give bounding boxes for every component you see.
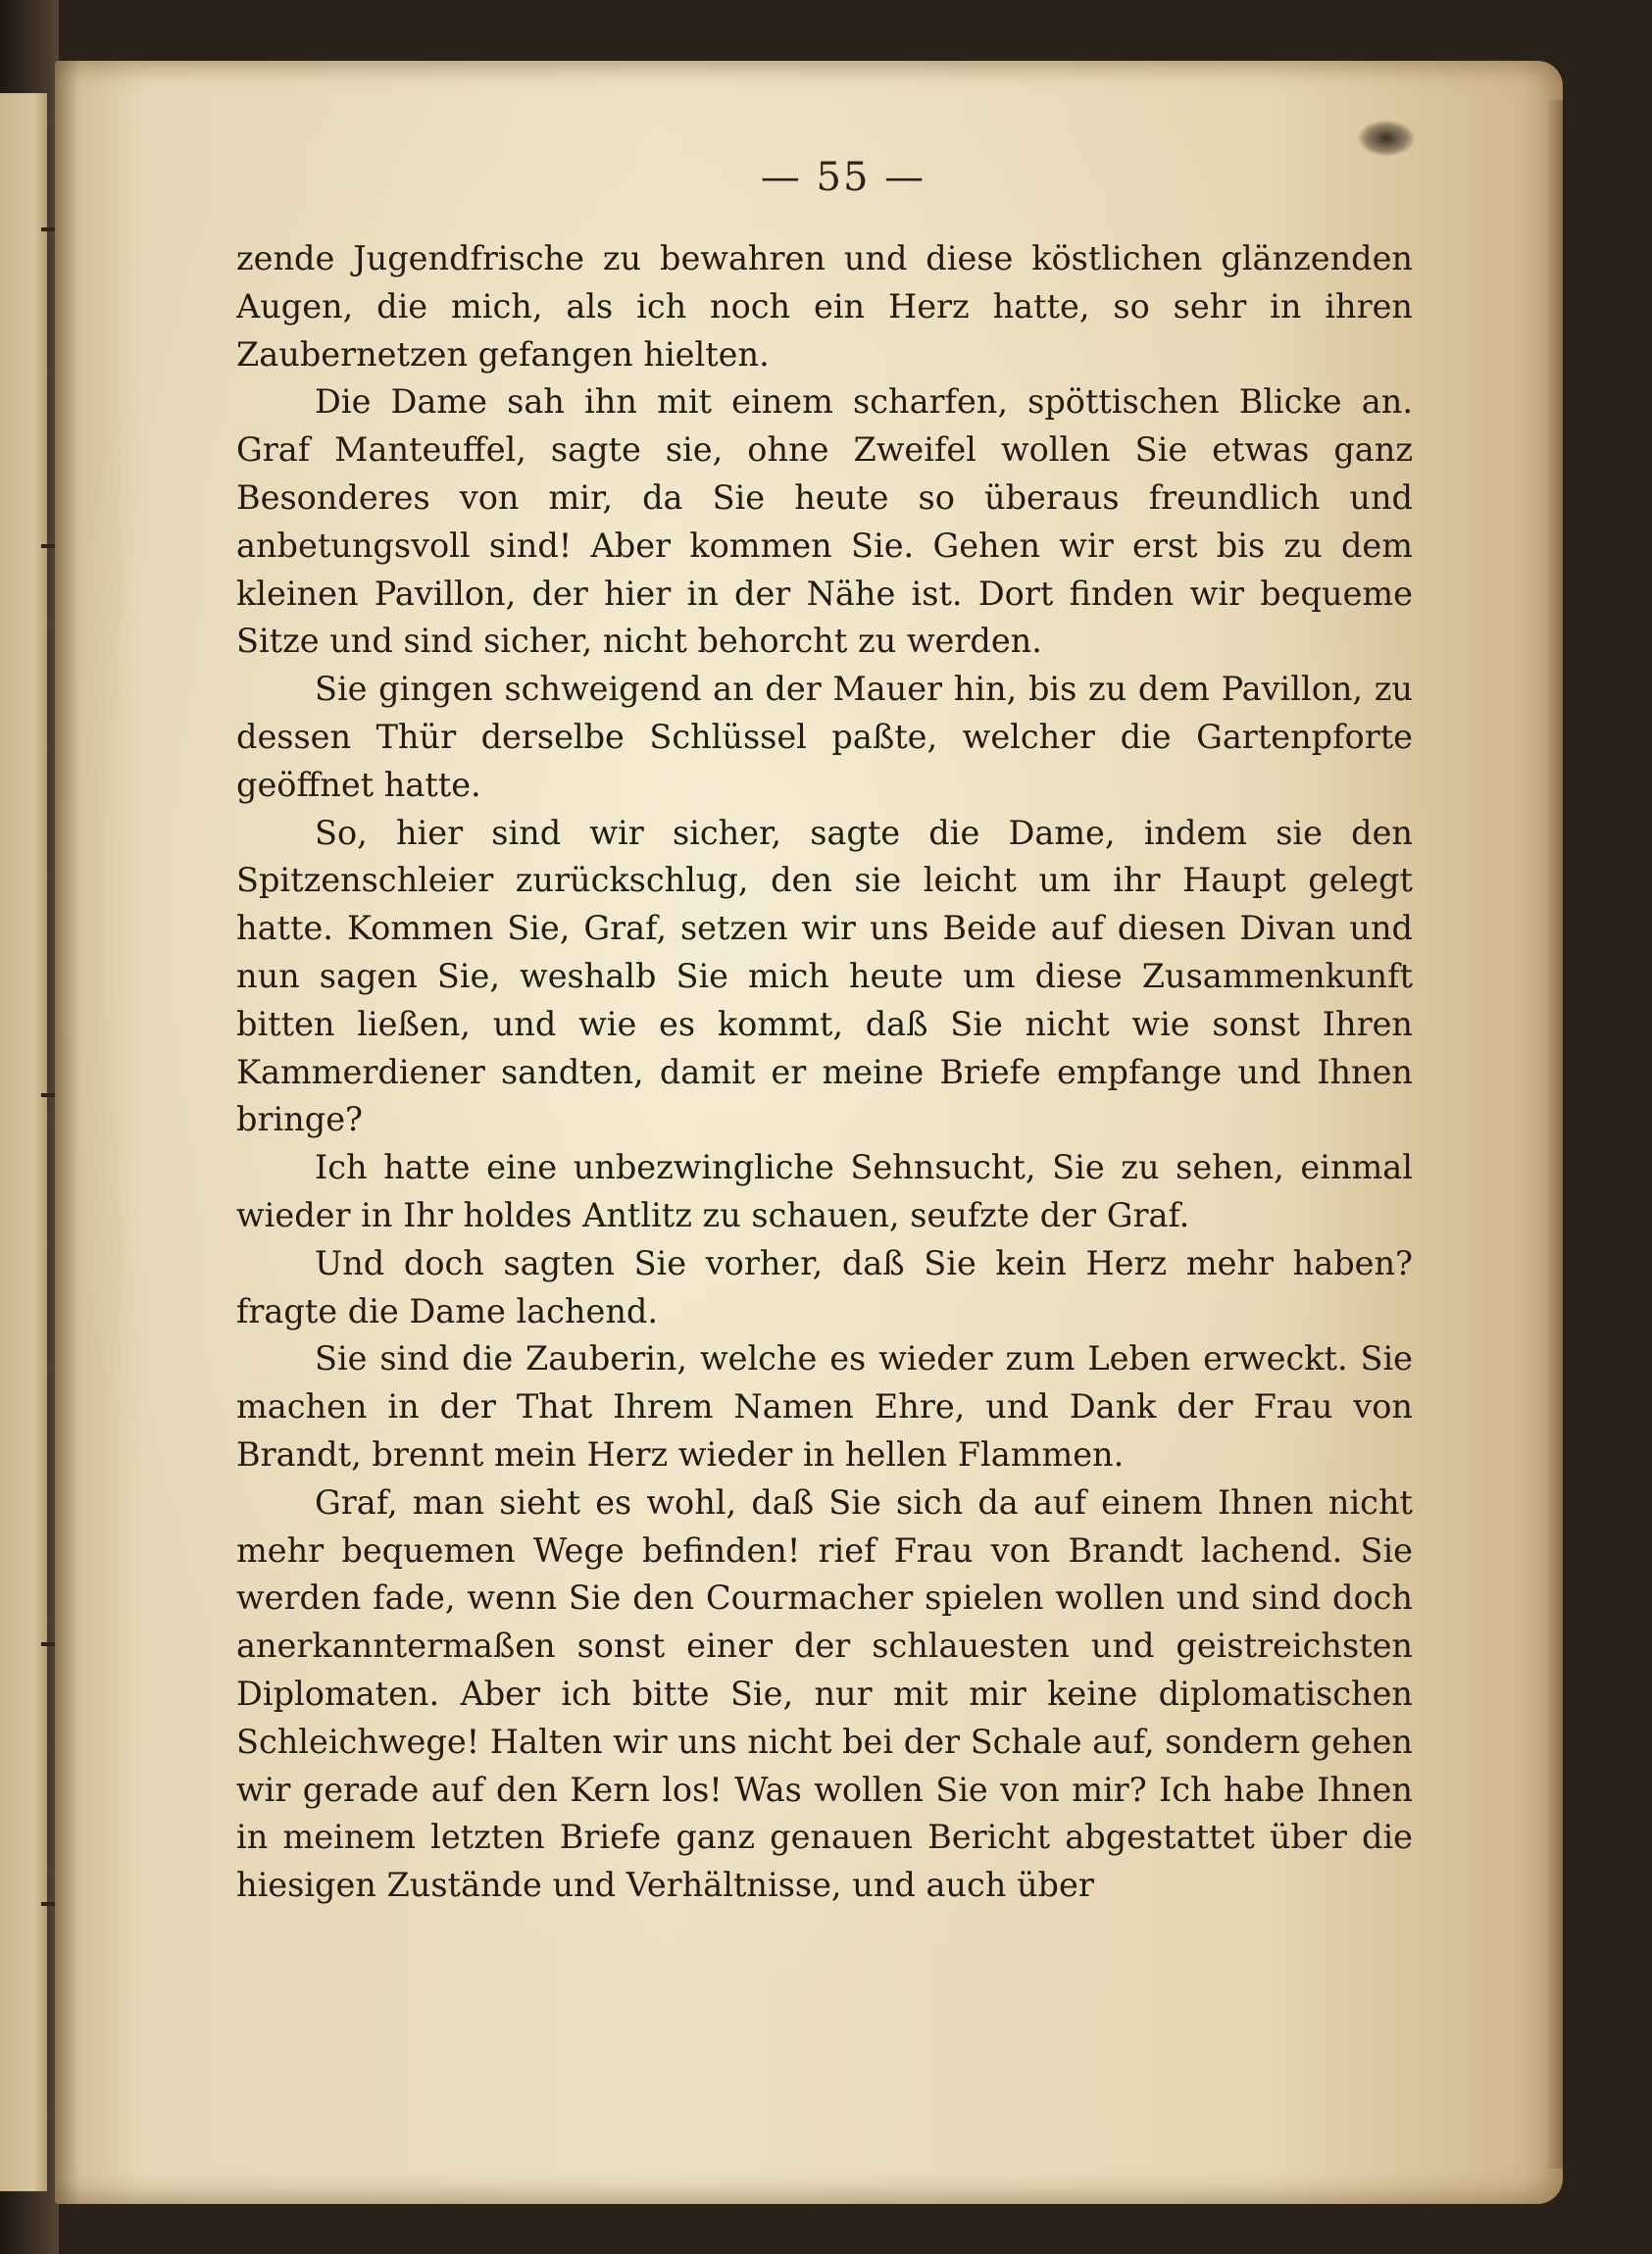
paragraph: Ich hatte eine unbezwingliche Sehnsucht, Sie zu sehen, einmal wieder in Ihr holdes Antlitz zu schauen, seufzte der Graf. [236,1148,1413,1234]
paragraph: Und doch sagten Sie vorher, daß Sie kein Herz mehr haben? fragte die Dame lachend. [236,1243,1413,1330]
page-right-edge [1545,100,1563,2169]
ink-blot [1357,120,1416,157]
page-gutter-shadow [55,61,80,2204]
page-body-text [236,235,1413,1910]
previous-page-edge [0,93,47,2191]
paragraph: Die Dame sah ihn mit einem scharfen, spöttischen Blicke an. Graf Manteuffel, sagte sie, ohne Zweifel wollen Sie etwas ganz Besonderes von mir, da Sie heute so überaus freundlich und anbetungsvoll sind! Aber kommen Sie. Gehen wir erst bis zu dem kleinen Pavillon, der hier in der Nähe ist. Dort finden wir bequeme Sitze und sind sicher, nicht behorcht zu werden. [236,382,1413,661]
paragraph: zende Jugendfrische zu bewahren und diese köstlichen glänzenden Augen, die mich, als ich noch ein Herz hatte, so sehr in ihren Zaubernetzen gefangen hielten. [236,239,1413,374]
paragraph: Sie gingen schweigend an der Mauer hin, bis zu dem Pavillon, zu dessen Thür derselbe Schlüssel paßte, welcher die Gartenpforte geöffnet hatte. [236,670,1413,804]
paragraph: So, hier sind wir sicher, sagte die Dame, indem sie den Spitzenschleier zurückschlug, den sie leicht um ihr Haupt gelegt hatte. Kommen Sie, Graf, setzen wir uns Beide auf diesen Divan und nun sagen Sie, weshalb Sie mich heute um diese Zusammenkunft bitten ließen, und wie es kommt, daß Sie nicht wie sonst Ihren Kammerdiener sandten, damit er meine Briefe empfange und Ihnen bringe? [236,813,1413,1139]
book-page [55,61,1563,2204]
page-number: — 55 — [760,155,926,200]
paragraph: Graf, man sieht es wohl, daß Sie sich da auf einem Ihnen nicht mehr bequemen Wege befinden! rief Frau von Brandt lachend. Sie werden fade, wenn Sie den Courmacher spielen wollen und sind doch anerkanntermaßen sonst einer der schlauesten und geistreichsten Diplomaten. Aber ich bitte Sie, nur mit mir keine diplomatischen Schleichwege! Halten wir uns nicht bei der Schale auf, sondern gehen wir gerade auf den Kern los! Was wollen Sie von mir? Ich habe Ihnen in meinem letzten Briefe ganz genauen Bericht abgestattet über die hiesigen Zustände und Verhältnisse, und auch über [236,1482,1413,1905]
paragraph: Sie sind die Zauberin, welche es wieder zum Leben erweckt. Sie machen in der That Ihrem Namen Ehre, und Dank der Frau von Brandt, brennt mein Herz wieder in hellen Flammen. [236,1339,1413,1474]
